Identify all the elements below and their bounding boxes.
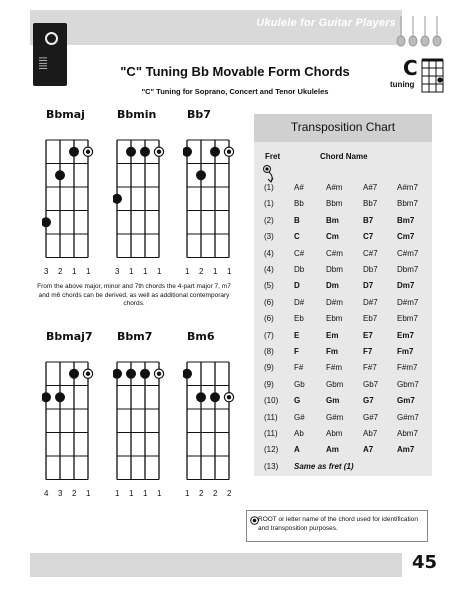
chord-cell: C#m7 xyxy=(397,248,419,258)
chord-cell: Fm7 xyxy=(397,347,414,356)
finger-number: 2 xyxy=(72,488,77,498)
chord-cell: G# xyxy=(294,412,305,422)
finger-dot xyxy=(113,369,122,379)
chord-cell: A#7 xyxy=(363,183,378,192)
chord-cell: Gb xyxy=(294,379,305,389)
chord-cell: C#m xyxy=(326,248,343,258)
finger-dot xyxy=(69,147,79,157)
finger-number: 1 xyxy=(227,266,232,276)
fret-column-header: Fret xyxy=(265,152,281,161)
finger-dot xyxy=(183,369,192,379)
fret-number: (4) xyxy=(264,248,274,258)
chord-cell: Gbm xyxy=(326,379,344,389)
chord-cell: Abm7 xyxy=(397,429,418,438)
page-number: 45 xyxy=(412,552,438,573)
chord-cell: Abm xyxy=(326,429,343,438)
chord-cell: Am7 xyxy=(397,445,415,455)
fret-number: (7) xyxy=(264,330,274,340)
root-arrow-icon xyxy=(262,163,284,185)
root-dot-center xyxy=(86,372,90,376)
finger-dot xyxy=(113,194,122,204)
finger-dot xyxy=(69,369,79,379)
chord-cell: C# xyxy=(294,248,305,258)
chord-name-5: Bm6 xyxy=(187,330,215,343)
root-dot-center xyxy=(227,395,231,399)
chord-cell: B7 xyxy=(363,215,374,225)
chord-cell: E7 xyxy=(363,330,373,340)
chord-cell: C#7 xyxy=(363,248,378,258)
finger-number: 1 xyxy=(72,266,77,276)
chord-cell: F7 xyxy=(363,347,373,356)
spine-text: ||||| xyxy=(38,56,47,70)
finger-dot xyxy=(196,392,206,402)
fret-number: (1) xyxy=(264,183,274,192)
finger-number: 1 xyxy=(143,266,148,276)
fret-number: (2) xyxy=(264,215,274,225)
chord-diagram-2 xyxy=(183,126,239,262)
root-dot-center xyxy=(157,372,161,376)
chord-cell: B xyxy=(294,215,300,225)
chord-cell: Em xyxy=(326,330,339,340)
finger-number: 2 xyxy=(199,266,204,276)
chord-cell: Bm7 xyxy=(397,215,415,225)
page-title: "C" Tuning Bb Movable Form Chords xyxy=(120,64,350,79)
chord-diagram-3 xyxy=(42,348,98,484)
finger-number: 2 xyxy=(213,488,218,498)
fret-number: (5) xyxy=(264,281,274,291)
finger-number: 1 xyxy=(157,266,162,276)
fret-number: (12) xyxy=(264,445,279,455)
finger-number: 2 xyxy=(58,266,63,276)
fret-number: (4) xyxy=(264,265,274,274)
chord-cell: D#m7 xyxy=(397,297,419,307)
chord-cell: Dbm xyxy=(326,265,343,274)
fret-number: (1) xyxy=(264,199,274,209)
chord-cell: Cm xyxy=(326,232,339,242)
chord-cell: Fm xyxy=(326,347,338,356)
finger-number: 3 xyxy=(115,266,120,276)
fret-number: (6) xyxy=(264,297,274,307)
chord-cell: Bb xyxy=(294,199,304,209)
chord-cell: Dm xyxy=(326,281,339,291)
chord-cell: Gb7 xyxy=(363,379,379,389)
finger-number: 1 xyxy=(185,488,190,498)
chord-name-1: Bbmin xyxy=(117,108,157,121)
chord-cell: D#m xyxy=(326,297,343,307)
chord-cell: A#m xyxy=(326,183,343,192)
chord-cell: Gbm7 xyxy=(397,379,419,389)
chord-cell: E xyxy=(294,330,300,340)
finger-number: 1 xyxy=(143,488,148,498)
finger-number: 1 xyxy=(86,488,91,498)
fret-number: (8) xyxy=(264,347,274,356)
chord-cell: Em7 xyxy=(397,330,414,340)
chord-cell: F#7 xyxy=(363,363,377,373)
finger-number: 1 xyxy=(129,266,134,276)
finger-number: 3 xyxy=(58,488,63,498)
chord-cell: Gm xyxy=(326,396,340,406)
chord-cell: D7 xyxy=(363,281,374,291)
fret-number: (10) xyxy=(264,396,279,406)
chord-cell: A#m7 xyxy=(397,183,418,192)
finger-dot xyxy=(126,147,136,157)
chord-cell: G#7 xyxy=(363,412,379,422)
page-subtitle: "C" Tuning for Soprano, Concert and Tenor Ukuleles xyxy=(141,87,329,96)
chord-cell: Db xyxy=(294,265,305,274)
chord-name-3: Bbmaj7 xyxy=(46,330,93,343)
chord-cell: Gm7 xyxy=(397,396,415,406)
finger-dot xyxy=(140,369,150,379)
chord-cell: Bb7 xyxy=(363,199,378,209)
chord-name-0: Bbmaj xyxy=(46,108,85,121)
chord-cell: Cm7 xyxy=(397,232,415,242)
finger-dot xyxy=(210,392,220,402)
chord-cell: Ebm7 xyxy=(397,314,418,324)
chord-cell: Am xyxy=(326,445,339,455)
chord-diagram-4 xyxy=(113,348,169,484)
chord-diagram-5 xyxy=(183,348,239,484)
finger-dot xyxy=(196,170,206,180)
chord-cell: Bbm xyxy=(326,199,343,209)
chord-cell: Ab xyxy=(294,429,304,438)
finger-number: 1 xyxy=(129,488,134,498)
finger-dot xyxy=(55,392,65,402)
fret-number: (9) xyxy=(264,379,274,389)
chord-name-2: Bb7 xyxy=(187,108,211,121)
finger-dot xyxy=(140,147,150,157)
tuning-letter: C xyxy=(403,56,418,80)
chord-cell: Ab7 xyxy=(363,429,378,438)
chord-cell: C xyxy=(294,232,300,242)
finger-number: 1 xyxy=(115,488,120,498)
chord-name-column-header: Chord Name xyxy=(320,152,368,161)
chord-cell: A7 xyxy=(363,445,374,455)
chord-cell: Eb xyxy=(294,314,304,324)
chord-cell: G xyxy=(294,396,301,406)
finger-number: 2 xyxy=(199,488,204,498)
series-title: Ukulele for Guitar Players xyxy=(256,17,396,29)
finger-dot xyxy=(42,217,51,227)
finger-dot xyxy=(55,170,65,180)
chord-cell: G7 xyxy=(363,396,374,406)
ukulele-icons xyxy=(395,14,445,48)
chords-note: From the above major, minor and 7th chords the 4-part major 7, m7 and m6 chords can be derived, as well as additional contemporary chords. xyxy=(37,283,231,307)
chord-cell: C7 xyxy=(363,232,374,242)
fret-number: (3) xyxy=(264,232,274,242)
root-dot-center xyxy=(157,150,161,154)
chord-cell: F#m7 xyxy=(397,363,418,373)
chord-name-4: Bbm7 xyxy=(117,330,153,343)
fret-number: (13) xyxy=(264,461,279,471)
chord-cell: A# xyxy=(294,183,304,192)
chord-cell: D#7 xyxy=(363,297,378,307)
chord-cell: Dbm7 xyxy=(397,265,419,274)
chord-cell: Same as fret (1) xyxy=(294,461,354,471)
tuning-word: tuning xyxy=(390,80,415,89)
fret-number: (9) xyxy=(264,363,274,373)
root-dot-center xyxy=(227,150,231,154)
finger-number: 3 xyxy=(44,266,49,276)
chord-cell: D xyxy=(294,281,300,291)
bottom-band xyxy=(30,553,402,577)
chord-cell: F#m xyxy=(326,363,342,373)
chord-cell: A xyxy=(294,445,300,455)
finger-dot xyxy=(183,147,192,157)
chord-cell: F xyxy=(294,347,299,356)
finger-number: 1 xyxy=(86,266,91,276)
chord-diagram-1 xyxy=(113,126,169,262)
chord-cell: G#m7 xyxy=(397,412,419,422)
chord-cell: Bbm7 xyxy=(397,199,418,209)
finger-number: 4 xyxy=(44,488,49,498)
root-dot-center xyxy=(86,150,90,154)
finger-number: 2 xyxy=(227,488,232,498)
chord-cell: D# xyxy=(294,297,305,307)
chord-cell: Dm7 xyxy=(397,281,415,291)
tuning-chord-diagram xyxy=(420,58,446,96)
fret-number: (6) xyxy=(264,314,274,324)
chord-cell: Bm xyxy=(326,215,339,225)
footnote-text: ROOT or letter name of the chord used for identification and transposition purposes. xyxy=(258,516,418,532)
chord-cell: F# xyxy=(294,363,304,373)
chord-cell: Eb7 xyxy=(363,314,378,324)
chord-cell: Db7 xyxy=(363,265,378,274)
chord-cell: G#m xyxy=(326,412,344,422)
chord-cell: Ebm xyxy=(326,314,343,324)
finger-number: 1 xyxy=(157,488,162,498)
finger-dot xyxy=(42,392,51,402)
chart-title: Transposition Chart xyxy=(290,120,396,134)
finger-number: 1 xyxy=(213,266,218,276)
finger-dot xyxy=(210,147,220,157)
finger-number: 1 xyxy=(185,266,190,276)
chord-diagram-0 xyxy=(42,126,98,262)
fret-number: (11) xyxy=(264,429,278,438)
fret-number: (11) xyxy=(264,412,278,422)
finger-dot xyxy=(126,369,136,379)
